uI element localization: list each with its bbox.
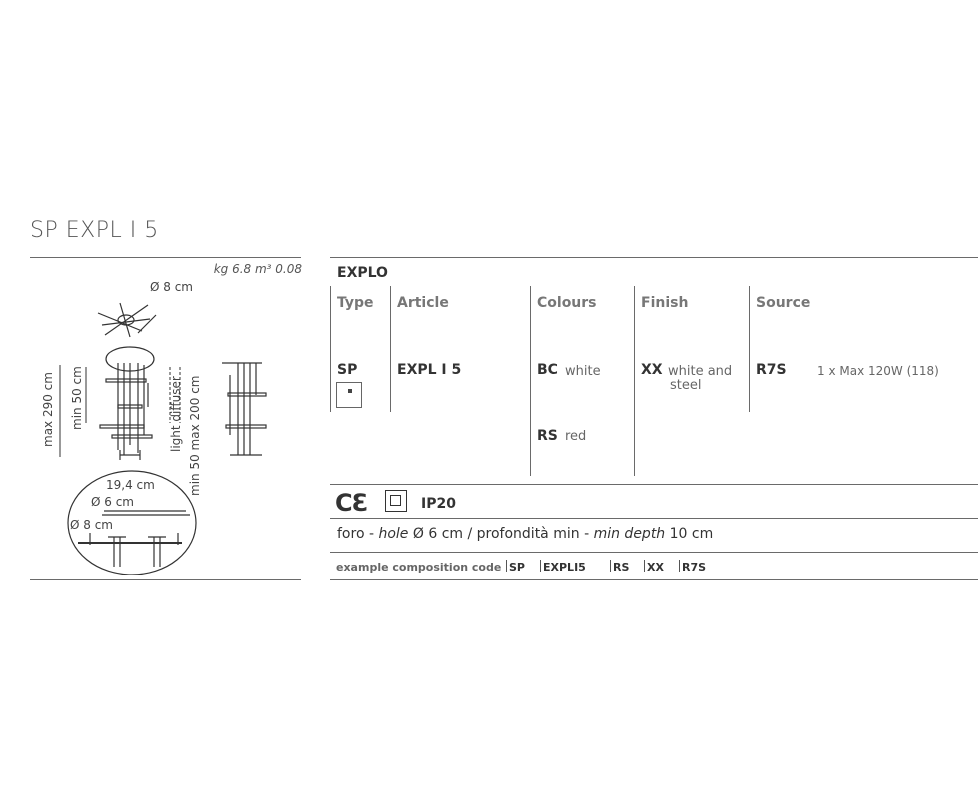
code-top-rule <box>330 552 978 553</box>
double-insulation-icon <box>385 490 407 512</box>
left-bottom-rule <box>30 579 301 580</box>
code-separator <box>679 560 680 572</box>
ip-rating: IP20 <box>421 496 456 512</box>
weight-volume: kg 6.8 m³ 0.08 <box>213 262 302 276</box>
hole-top-rule <box>330 518 978 519</box>
code-type: SP <box>509 561 525 574</box>
dim-light-diffuser: light diffuser <box>169 376 183 452</box>
code-bottom-rule <box>330 579 978 580</box>
code-finish: XX <box>647 561 664 574</box>
left-top-rule <box>30 257 301 258</box>
ceiling-mount-icon <box>336 382 362 408</box>
dim-diameter-8-bottom: Ø 8 cm <box>70 518 113 532</box>
dim-min50-max200: min 50 max 200 cm <box>188 375 202 496</box>
code-separator <box>506 560 507 572</box>
code-colour: RS <box>613 561 630 574</box>
front-view-icon <box>100 347 154 460</box>
header-colours: Colours <box>537 295 597 311</box>
col-divider-colours <box>530 286 531 476</box>
header-type: Type <box>337 295 374 311</box>
source-code: R7S <box>756 362 787 378</box>
cert-top-rule <box>330 484 978 485</box>
colour-code-1: BC <box>537 362 558 378</box>
dim-diameter-8-top: Ø 8 cm <box>150 280 193 294</box>
code-article: EXPLI5 <box>543 561 586 574</box>
dim-diameter-6: Ø 6 cm <box>91 495 134 509</box>
finish-code: XX <box>641 362 663 378</box>
hole-part-d: min depth <box>593 526 666 542</box>
dim-max-290: max 290 cm <box>41 372 55 447</box>
hole-part-a: foro - <box>337 526 379 542</box>
header-finish: Finish <box>641 295 689 311</box>
finish-name-line1: white and <box>668 364 733 379</box>
code-separator <box>610 560 611 572</box>
composition-code-label: example composition code <box>336 561 502 574</box>
hole-part-b: hole <box>378 526 409 542</box>
col-divider-finish <box>634 286 635 476</box>
code-separator <box>540 560 541 572</box>
hole-info <box>337 526 713 542</box>
hole-part-e: 10 cm <box>665 526 714 542</box>
code-separator <box>644 560 645 572</box>
type-code: SP <box>337 362 358 378</box>
col-divider-source <box>749 286 750 412</box>
dim-min-50: min 50 cm <box>70 366 84 430</box>
header-article: Article <box>397 295 449 311</box>
col-divider-type <box>330 286 331 412</box>
top-view-icon <box>98 303 156 337</box>
source-desc: 1 x Max 120W (118) <box>817 364 939 378</box>
article-code: EXPL I 5 <box>397 362 462 378</box>
code-source: R7S <box>682 561 707 574</box>
colour-name-1: white <box>565 364 601 379</box>
colour-code-2: RS <box>537 428 558 444</box>
table-top-rule <box>330 257 978 258</box>
ce-mark-icon: CƐ <box>335 489 368 517</box>
series-name: EXPLO <box>337 265 388 281</box>
colour-name-2: red <box>565 429 587 444</box>
hole-part-c: Ø 6 cm / profondità min - <box>408 526 594 542</box>
page-title: SP EXPL I 5 <box>30 218 159 243</box>
col-divider-article <box>390 286 391 412</box>
finish-name-line2: steel <box>670 378 702 393</box>
dim-19-4: 19,4 cm <box>106 478 155 492</box>
side-view-icon <box>222 363 266 455</box>
header-source: Source <box>756 295 811 311</box>
